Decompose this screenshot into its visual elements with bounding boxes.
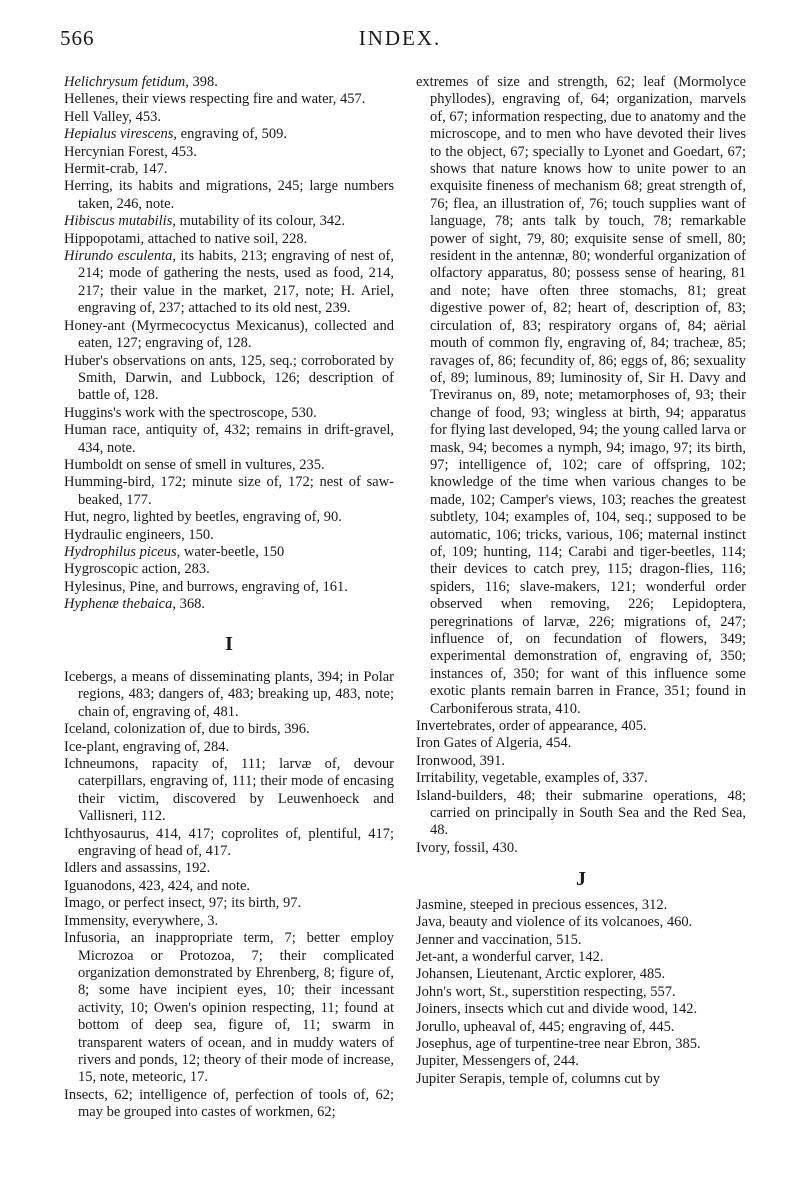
index-entry-text: Jupiter, Messengers of, 244. [416, 1053, 579, 1070]
index-entry [64, 930, 394, 1087]
index-entry-text: Jupiter Serapis, temple of, columns cut by [416, 1070, 661, 1087]
index-entry-text: John's wort, St., superstition respecting, 557. [416, 983, 676, 1000]
index-entry [64, 561, 394, 578]
section-i-entries [64, 669, 394, 1122]
index-entry [416, 1001, 746, 1018]
index-entry-text: Invertebrates, order of appearance, 405. [416, 718, 647, 735]
index-entry-text: Island-builders, 48; their submarine operations, 48; carried on principally in South Sea and the Red Sea, 48. [416, 787, 746, 839]
index-entry-text: Hippopotami, attached to native soil, 228. [64, 230, 308, 247]
index-entry-text: Josephus, age of turpentine-tree near Ebron, 385. [416, 1035, 701, 1052]
running-head: INDEX. [358, 26, 442, 50]
index-entry-text: , mutability of its colour, 342. [172, 213, 345, 230]
page-header [60, 26, 740, 52]
index-entry-text: Jorullo, upheaval of, 445; engraving of, 445. [416, 1018, 675, 1035]
index-entry [64, 579, 394, 596]
index-entry [416, 949, 746, 966]
index-entry [416, 914, 746, 931]
index-entry-text: Hydraulic engineers, 150. [64, 526, 214, 543]
index-entry [64, 422, 394, 457]
index-entry-text: Hygroscopic action, 283. [64, 561, 210, 578]
index-entry-text: Jet-ant, a wonderful carver, 142. [416, 948, 604, 965]
index-entry [64, 231, 394, 248]
index-column-left [64, 74, 394, 1122]
index-entry-text: Irritability, vegetable, examples of, 337. [416, 770, 648, 787]
index-entry [64, 756, 394, 826]
index-entry-text: , water-beetle, 150 [176, 543, 285, 560]
index-entry [64, 161, 394, 178]
index-entry-text: Ironwood, 391. [416, 752, 506, 769]
index-entry-text: , its habits, 213; engraving of nest of, 214; mode of gathering the nests, used as food, 214, 217; their value in the market, 217, note; H. Ariel, engraving of, 237; attached to its old nest, 239. [78, 248, 394, 317]
index-entry-text: Huber's observations on ants, 125, seq.; corroborated by Smith, Darwin, and Lubbock, 126; description of battle of, 128. [64, 352, 394, 404]
index-entry [64, 213, 394, 230]
index-entry [64, 826, 394, 861]
index-entry [64, 248, 394, 318]
index-entry [64, 318, 394, 353]
index-entry-text: Iceland, colonization of, due to birds, 396. [64, 721, 310, 738]
index-entry [416, 1019, 746, 1036]
index-entry-text: Imago, or perfect insect, 97; its birth, 97. [64, 895, 302, 912]
index-column-right [416, 74, 746, 1088]
section-i-continued-entries [416, 74, 746, 857]
index-entry-text: Java, beauty and violence of its volcanoes, 460. [416, 914, 693, 931]
index-entry [416, 753, 746, 770]
index-entry-text: Hellenes, their views respecting fire and water, 457. [64, 91, 366, 108]
index-entry [64, 178, 394, 213]
index-entry-text: Iguanodons, 423, 424, and note. [64, 877, 251, 894]
index-entry [64, 669, 394, 721]
index-entry-text: Ivory, fossil, 430. [416, 839, 518, 856]
index-entry-text: Hercynian Forest, 453. [64, 143, 197, 160]
index-entry-text: Hut, negro, lighted by beetles, engraving of, 90. [64, 509, 342, 526]
index-entry [416, 74, 746, 718]
index-entry [64, 596, 394, 613]
index-entry [64, 1087, 394, 1122]
index-entry [64, 544, 394, 561]
letter-heading-j: J [576, 868, 586, 891]
index-entry [64, 91, 394, 108]
index-entry-text: Humboldt on sense of smell in vultures, 235. [64, 456, 325, 473]
index-entry-text: extremes of size and strength, 62; leaf (Mormolyce phyllodes), engraving of, 64; organization, marvels of, 67; information respecting, due to anatomy and the microscope, and to men who have devoted their lives to the object, 67; specially to Lyonet and Goedart, 67; shows that nature knows how to unite power to an exquisite fineness of mechanism 68; great strength of, 76; flea, an illustration of, 76; touch supplies want of language, 78; ants talk by touch, 78; remarkable power of sight, 79, 80; exquisite sense of smell, 80; resident in the antennæ, 80; wonderful organization of olfactory apparatus, 80; possess sense of hearing, 81 and note; have often three stomachs, 81; great digestive power of, 82; heart of, description of, 83; circulation of, 83; respiratory organs of, 84; aërial mouth of common fly, engraving of, 84; tracheæ, 85; ravages of, 86; fecundity of, 86; eggs of, 86; sexuality of, 89; luminous, 89; luminosity of, Sir H. Davy and Treviranus on, 89, note; metamorphoses of, 93; their change of food, 93; wingless at birth, 94; apparatus for flying last developed, 94; the young called larva or mask, 94; becomes a nymph, 94; imago, 97; its birth, 97; intelligence of, 102; care of offspring, 102; knowledge of the time when various changes to be made, 102; Camper's views, 103; reaches the greatest subtlety, 104; examples of, 104, seq.; supposed to be automatic, 106; tricks, various, 106; maternal instinct of, 109; hunting, 114; Carabi and tiger-beetles, 114; their devices to catch prey, 115; dragon-flies, 116; spiders, 116; slave-makers, 121; wonderful order observed when removing, 226; Lepidoptera, peregrinations of larvæ, 226; migrations of, 247; influence of, on fecundation of flowers, 349; experimental demonstration of, engraving of, 350; instances of, 350; for want of this influence some exotic plants remain barren in France, 351; found in Carboniferous strata, 410. [416, 74, 746, 717]
index-entry [416, 840, 746, 857]
index-entry-text: Insects, 62; intelligence of, perfection of tools of, 62; may be grouped into castes of workmen, 62; [64, 1086, 394, 1121]
index-entry [416, 984, 746, 1001]
index-entry [416, 1071, 746, 1088]
index-entry-text: Jasmine, steeped in precious essences, 312. [416, 896, 668, 913]
section-j-entries [416, 897, 746, 1088]
index-entry [416, 735, 746, 752]
index-entry [416, 1036, 746, 1053]
index-entry [64, 74, 394, 91]
index-entry [64, 353, 394, 405]
index-entry [416, 788, 746, 840]
index-entry [416, 897, 746, 914]
index-entry-text: Honey-ant (Myrmecocyctus Mexicanus), collected and eaten, 127; engraving of, 128. [64, 317, 394, 352]
index-entry-text: Idlers and assassins, 192. [64, 860, 211, 877]
index-entry-text: Johansen, Lieutenant, Arctic explorer, 485. [416, 966, 666, 983]
index-entry [64, 860, 394, 877]
index-entry-text: , 368. [172, 596, 205, 613]
index-entry [416, 770, 746, 787]
index-entry [64, 474, 394, 509]
index-entry [64, 721, 394, 738]
index-entry-text: Jenner and vaccination, 515. [416, 931, 582, 948]
index-entry [64, 527, 394, 544]
index-entry-term: Hirundo esculenta [64, 248, 173, 265]
section-h-entries [64, 74, 394, 614]
letter-heading-i: I [225, 632, 233, 655]
index-entry-text: Herring, its habits and migrations, 245; large numbers taken, 246, note. [64, 178, 394, 212]
index-entry-term: Hyphenæ thebaica [64, 596, 173, 613]
index-entry-term: Hibiscus mutabilis [64, 213, 173, 230]
index-entry-text: Icebergs, a means of disseminating plants, 394; in Polar regions, 483; dangers of, 483; breaking up, 483, note; chain of, engraving of, 481. [64, 669, 394, 720]
index-entry-text: Iron Gates of Algeria, 454. [416, 735, 572, 752]
index-entry [64, 457, 394, 474]
index-entry [64, 509, 394, 526]
index-entry-term: Helichrysum fetidum [64, 74, 186, 90]
index-entry [416, 718, 746, 735]
index-entry [416, 966, 746, 983]
index-entry-term: Hepialus virescens [64, 126, 174, 143]
index-entry-text: Hermit-crab, 147. [64, 161, 168, 178]
index-entry [64, 144, 394, 161]
index-entry [64, 739, 394, 756]
index-entry-text: , 398. [185, 74, 218, 90]
index-entry [416, 1053, 746, 1070]
index-entry-text: Ichthyosaurus, 414, 417; coprolites of, plentiful, 417; engraving of head of, 417. [64, 825, 394, 860]
index-entry [64, 405, 394, 422]
page-number: 566 [60, 26, 95, 50]
index-entry-text: Hylesinus, Pine, and burrows, engraving of, 161. [64, 578, 348, 595]
index-entry-text: Joiners, insects which cut and divide wood, 142. [416, 1001, 698, 1018]
index-entry [416, 932, 746, 949]
index-entry [64, 913, 394, 930]
index-entry-text: Huggins's work with the spectroscope, 530. [64, 404, 317, 421]
index-entry [64, 878, 394, 895]
index-entry-text: , engraving of, 509. [173, 126, 287, 143]
index-entry-text: Immensity, everywhere, 3. [64, 912, 219, 929]
index-entry [64, 895, 394, 912]
index-entry-text: Human race, antiquity of, 432; remains in drift-gravel, 434, note. [64, 422, 394, 456]
index-entry [64, 109, 394, 126]
index-entry-text: Ice-plant, engraving of, 284. [64, 738, 230, 755]
index-entry [64, 126, 394, 143]
index-entry-term: Hydrophilus piceus [64, 543, 177, 560]
index-entry-text: Humming-bird, 172; minute size of, 172; nest of saw-beaked, 177. [64, 474, 394, 508]
index-entry-text: Infusoria, an inappropriate term, 7; better employ Microzoa or Protozoa, 7; their complicated organization demonstrated by Ehrenberg, 8; figure of, 8; some have incipient eyes, 10; their incessant activity, 10; Owen's opinion respecting, 11; found at bottom of deep sea, figure of, 11; swarm in transparent waters of ocean, and in muddy waters of rivers and ponds, 12; theory of their mode of increase, 15, note, meteoric, 17. [64, 930, 394, 1086]
index-entry-text: Ichneumons, rapacity of, 111; larvæ of, devour caterpillars, engraving of, 111; their mode of encasing their victim, discovered by Leuwenhoeck and Vallisneri, 112. [64, 756, 394, 825]
index-entry-text: Hell Valley, 453. [64, 108, 162, 125]
